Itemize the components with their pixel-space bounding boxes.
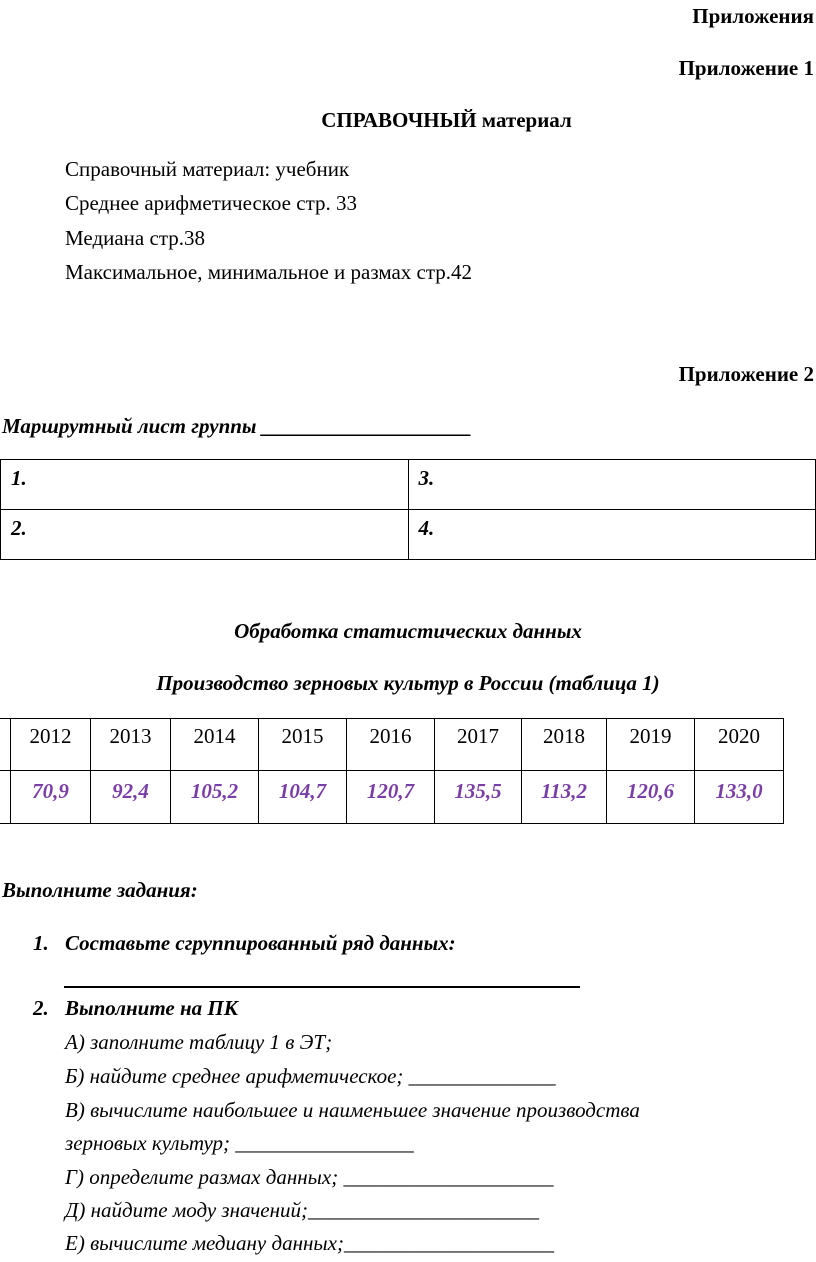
tasks-heading: Выполните задания: [2,878,198,902]
row-header-cell [0,719,11,771]
appendices-title: Приложения [692,4,814,28]
year-cell: 2013 [91,719,171,771]
table-row [1,460,816,510]
year-cell: 2015 [259,719,347,771]
production-title: Производство зерновых культур в России (таблица 1) [156,671,660,695]
appendix-1-title: Приложение 1 [678,56,814,80]
route-sheet-label-text: Маршрутный лист группы [2,414,262,438]
year-cell: 2019 [607,719,695,771]
year-cell: 2017 [435,719,522,771]
year-cell: 2020 [695,719,784,771]
route-cell: 2. [1,510,409,560]
table-row [1,510,816,560]
value-cell: 70,9 [11,771,91,824]
value-cell: 135,5 [435,771,522,824]
task-2-item: зерновых культур; _________________ [65,1131,414,1155]
value-cell: 104,7 [259,771,347,824]
task-2-number: 2. [33,996,49,1020]
task-2-item: Е) вычислите медиану данных;____________________ [65,1231,554,1255]
reference-line: Справочный материал: учебник [65,157,350,181]
task-2-item: В) вычислите наибольшее и наименьшее значение производства [65,1098,640,1122]
task-1-text: Составьте сгруппированный ряд данных: [65,931,456,955]
task-1-number: 1. [33,931,49,955]
processing-title: Обработка статистических данных [234,619,582,643]
task-2-item: А) заполните таблицу 1 в ЭТ; [65,1030,333,1054]
reference-line: Медиана стр.38 [65,226,205,250]
year-cell: 2016 [347,719,435,771]
value-cell: 133,0 [695,771,784,824]
route-cell: 3. [408,460,816,510]
value-cell: 120,7 [347,771,435,824]
grain-production-table [0,718,784,824]
route-sheet-label [2,414,472,439]
year-cell: 2018 [522,719,607,771]
values-row [0,771,784,824]
task-2-item: Д) найдите моду значений;______________________ [65,1198,540,1222]
year-cell: 2014 [171,719,259,771]
task-2-text: Выполните на ПК [65,996,238,1020]
route-sheet-table [0,459,816,560]
task-2-item: Г) определите размах данных; ____________________ [65,1165,554,1189]
answer-blank-line [64,986,580,988]
years-row [0,719,784,771]
year-cell: 2012 [11,719,91,771]
reference-title: СПРАВОЧНЫЙ материал [321,108,572,132]
value-cell: 105,2 [171,771,259,824]
task-2-item: Б) найдите среднее арифметическое; ______________ [65,1064,556,1088]
value-cell: 113,2 [522,771,607,824]
route-cell: 4. [408,510,816,560]
value-cell: 120,6 [607,771,695,824]
route-cell: 1. [1,460,409,510]
appendix-2-title: Приложение 2 [678,362,814,386]
reference-line: Среднее арифметическое стр. 33 [65,191,358,215]
row-header-cell [0,771,11,824]
reference-line: Максимальное, минимальное и размах стр.42 [65,260,473,284]
value-cell: 92,4 [91,771,171,824]
group-blank: ____________________ [261,414,472,438]
